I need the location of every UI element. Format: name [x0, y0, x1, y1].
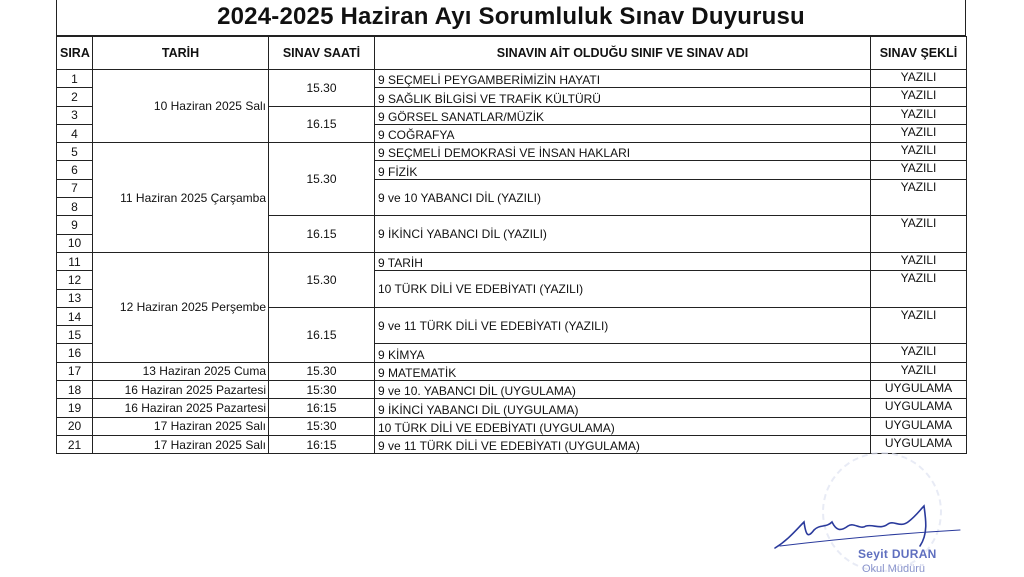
exam-name: 9 GÖRSEL SANATLAR/MÜZİK [375, 106, 871, 124]
exam-format: YAZILI [871, 252, 967, 270]
exam-name: 9 MATEMATİK [375, 362, 871, 380]
header-sekil: SINAV ŞEKLİ [871, 37, 967, 70]
row-number: 5 [57, 143, 93, 161]
exam-time: 15:30 [269, 417, 375, 435]
exam-time: 16.15 [269, 106, 375, 143]
exam-format: YAZILI [871, 124, 967, 142]
exam-name: 9 SAĞLIK BİLGİSİ VE TRAFİK KÜLTÜRÜ [375, 88, 871, 106]
exam-format: YAZILI [871, 307, 967, 344]
exam-name: 9 İKİNCİ YABANCI DİL (UYGULAMA) [375, 399, 871, 417]
table-row [57, 252, 967, 270]
exam-time: 15.30 [269, 70, 375, 107]
table-row [57, 362, 967, 380]
row-number: 6 [57, 161, 93, 179]
row-number: 21 [57, 435, 93, 453]
exam-date: 13 Haziran 2025 Cuma [93, 362, 269, 380]
exam-format: YAZILI [871, 88, 967, 106]
exam-format: UYGULAMA [871, 381, 967, 399]
exam-date: 16 Haziran 2025 Pazartesi [93, 399, 269, 417]
row-number: 19 [57, 399, 93, 417]
row-number: 3 [57, 106, 93, 124]
exam-name: 9 FİZİK [375, 161, 871, 179]
row-number: 4 [57, 124, 93, 142]
table-row [57, 417, 967, 435]
exam-format: YAZILI [871, 143, 967, 161]
header-sira: SIRA [57, 37, 93, 70]
row-number: 15 [57, 326, 93, 344]
exam-format: UYGULAMA [871, 399, 967, 417]
exam-format: UYGULAMA [871, 435, 967, 453]
row-number: 9 [57, 216, 93, 234]
row-number: 20 [57, 417, 93, 435]
exam-date: 17 Haziran 2025 Salı [93, 435, 269, 453]
exam-time: 16.15 [269, 307, 375, 362]
row-number: 1 [57, 70, 93, 88]
exam-format: YAZILI [871, 271, 967, 308]
exam-name: 9 SEÇMELİ PEYGAMBERİMİZİN HAYATI [375, 70, 871, 88]
exam-time: 15.30 [269, 252, 375, 307]
exam-format: YAZILI [871, 362, 967, 380]
exam-format: YAZILI [871, 106, 967, 124]
exam-date: 16 Haziran 2025 Pazartesi [93, 381, 269, 399]
table-row [57, 143, 967, 161]
exam-format: YAZILI [871, 70, 967, 88]
exam-schedule-table [56, 36, 967, 454]
exam-time: 16:15 [269, 435, 375, 453]
row-number: 12 [57, 271, 93, 289]
header-ders: SINAVIN AİT OLDUĞU SINIF VE SINAV ADI [375, 37, 871, 70]
exam-date: 12 Haziran 2025 Perşembe [93, 252, 269, 362]
header-tarih: TARİH [93, 37, 269, 70]
signature-title: Okul Müdürü [862, 563, 925, 575]
document-title: 2024-2025 Haziran Ayı Sorumluluk Sınav Duyurusu [56, 0, 966, 36]
row-number: 18 [57, 381, 93, 399]
row-number: 7 [57, 179, 93, 197]
exam-name: 10 TÜRK DİLİ VE EDEBİYATI (UYGULAMA) [375, 417, 871, 435]
exam-format: YAZILI [871, 161, 967, 179]
table-row [57, 399, 967, 417]
exam-time: 15.30 [269, 362, 375, 380]
row-number: 11 [57, 252, 93, 270]
exam-format: YAZILI [871, 216, 967, 253]
exam-time: 15.30 [269, 143, 375, 216]
exam-name: 9 COĞRAFYA [375, 124, 871, 142]
exam-time: 16:15 [269, 399, 375, 417]
row-number: 2 [57, 88, 93, 106]
exam-name: 10 TÜRK DİLİ VE EDEBİYATI (YAZILI) [375, 271, 871, 308]
exam-name: 9 İKİNCİ YABANCI DİL (YAZILI) [375, 216, 871, 253]
exam-name: 9 KİMYA [375, 344, 871, 362]
row-number: 8 [57, 198, 93, 216]
row-number: 10 [57, 234, 93, 252]
document-sheet [56, 0, 966, 454]
exam-format: YAZILI [871, 344, 967, 362]
table-header-row [57, 37, 967, 70]
exam-date: 10 Haziran 2025 Salı [93, 70, 269, 143]
row-number: 16 [57, 344, 93, 362]
exam-name: 9 ve 10 YABANCI DİL (YAZILI) [375, 179, 871, 216]
row-number: 13 [57, 289, 93, 307]
exam-name: 9 ve 11 TÜRK DİLİ VE EDEBİYATI (YAZILI) [375, 307, 871, 344]
table-row [57, 435, 967, 453]
table-row [57, 70, 967, 88]
exam-time: 15:30 [269, 381, 375, 399]
row-number: 14 [57, 307, 93, 325]
exam-name: 9 ve 11 TÜRK DİLİ VE EDEBİYATI (UYGULAMA) [375, 435, 871, 453]
exam-date: 11 Haziran 2025 Çarşamba [93, 143, 269, 253]
exam-format: UYGULAMA [871, 417, 967, 435]
row-number: 17 [57, 362, 93, 380]
exam-name: 9 TARİH [375, 252, 871, 270]
exam-format: YAZILI [871, 179, 967, 216]
table-row [57, 381, 967, 399]
header-saat: SINAV SAATİ [269, 37, 375, 70]
signature-name: Seyit DURAN [858, 547, 937, 561]
exam-time: 16.15 [269, 216, 375, 253]
exam-date: 17 Haziran 2025 Salı [93, 417, 269, 435]
exam-name: 9 SEÇMELİ DEMOKRASİ VE İNSAN HAKLARI [375, 143, 871, 161]
exam-name: 9 ve 10. YABANCI DİL (UYGULAMA) [375, 381, 871, 399]
